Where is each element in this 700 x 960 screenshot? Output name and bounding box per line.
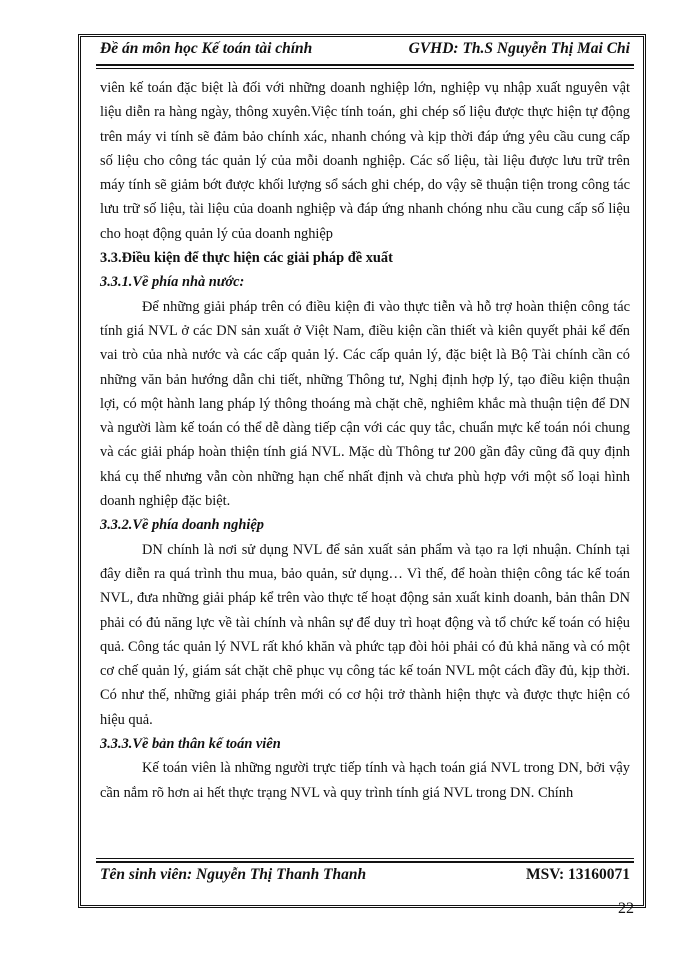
page-footer [96, 866, 634, 890]
section-heading-3-3: 3.3.Điều kiện để thực hiện các giải pháp đề xuất [100, 250, 393, 267]
header-rule [96, 64, 634, 69]
paragraph-intro: viên kế toán đặc biệt là đối với những doanh nghiệp lớn, nghiệp vụ nhập xuất nguyên vật liệu diễn ra hàng ngày, thông xuyên.Việc tính toán, ghi chép số liệu được thực hiện tự động trên máy vi tính sẽ đảm bảo chính xác, nhanh chóng và kịp thời đáp ứng yêu cầu cung cấp số liệu cho công tác quản lý của mỗi doanh nghiệp. Các số liệu, tài liệu được lưu trữ trên máy tính sẽ giảm bớt được khối lượng sổ sách ghi chép, do vậy sẽ thuận tiện trong công tác lưu trữ số liệu, tài liệu của doanh nghiệp và đáp ứng nhanh chóng nhu cầu cung cấp số liệu cho hoạt động quản lý của doanh nghiệp [100, 80, 630, 242]
document-body [100, 76, 630, 805]
paragraph-3-3-1: Để những giải pháp trên có điều kiện đi vào thực tiễn và hỗ trợ hoàn thiện công tác tính giá NVL ở các DN sản xuất ở Việt Nam, điều kiện cần thiết và kiên quyết phải kể đến vai trò của nhà nước và các cấp quản lý. Các cấp quản lý, đặc biệt là Bộ Tài chính cần có những văn bản hướng dẫn chi tiết, những Thông tư, Nghị định hợp lý, tạo điều kiện thuận lợi, có một hành lang pháp lý thông thoáng mà chặt chẽ, nghiêm khắc mà thuận tiện để DN và người làm kế toán có thể dễ dàng tiếp cận với các quy tắc, chuẩn mực kế toán nói chung và các giải pháp hoàn thiện tính giá NVL. Mặc dù Thông tư 200 gần đây cũng đã quy định khá cụ thể nhưng vẫn còn những hạn chế nhất định và chưa phù hợp với một số loại hình doanh nghiệp đặc biệt. [100, 298, 630, 510]
page-number: 22 [618, 900, 634, 917]
paragraph-3-3-3: Kế toán viên là những người trực tiếp tính và hạch toán giá NVL trong DN, bởi vậy cần nắm rõ hơn ai hết thực trạng NVL và quy trình tính giá NVL trong DN. Chính [100, 760, 630, 801]
footer-student-name: Tên sinh viên: Nguyễn Thị Thanh Thanh [100, 866, 367, 883]
footer-rule [96, 858, 634, 863]
subsection-heading-3-3-3: 3.3.3.Về bản thân kế toán viên [100, 736, 281, 753]
subsection-heading-3-3-2: 3.3.2.Về phía doanh nghiệp [100, 517, 264, 534]
paragraph-3-3-2: DN chính là nơi sử dụng NVL để sản xuất sản phẩm và tạo ra lợi nhuận. Chính tại đây diễn ra quá trình thu mua, bảo quản, sử dụng… Vì thế, để hoàn thiện công tác kế toán NVL, đưa những giải pháp kể trên vào thực tế hoạt động sản xuất kinh doanh, bản thân DN phải có đủ năng lực về tài chính và nhân sự để duy trì hoạt động và tổ chức kế toán có hiệu quả. Công tác quản lý NVL rất khó khăn và phức tạp đòi hỏi phải có đủ khả năng và có một cơ chế quản lý, giám sát chặt chẽ phục vụ công tác kế toán NVL một cách đầy đủ, kịp thời. Có như thế, những giải pháp trên mới có cơ hội trở thành hiện thực và được thực hiện có hiệu quả. [100, 541, 630, 728]
page-header [96, 38, 634, 62]
footer-student-id: MSV: 13160071 [525, 866, 630, 883]
header-course-title: Đề án môn học Kế toán tài chính [100, 40, 313, 57]
subsection-heading-3-3-1: 3.3.1.Về phía nhà nước: [100, 274, 245, 291]
header-supervisor: GVHD: Th.S Nguyễn Thị Mai Chi [408, 40, 630, 57]
